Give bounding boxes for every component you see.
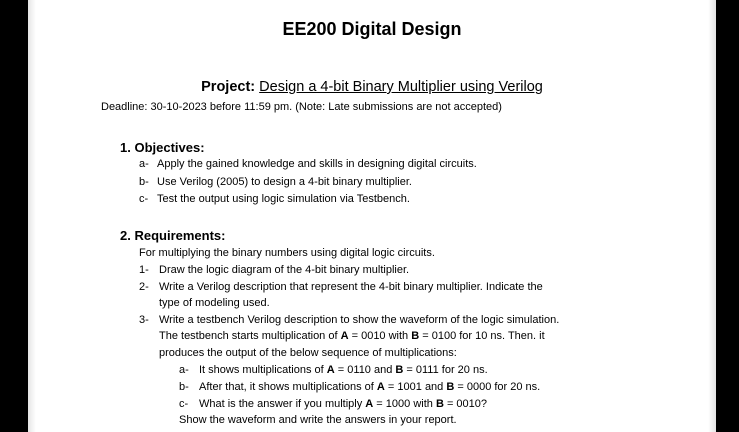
variable-b: B — [435, 398, 444, 410]
requirement-item — [139, 281, 543, 294]
item-text: Use Verilog (2005) to design a 4-bit binary multiplier. — [157, 176, 412, 188]
variable-a: A — [340, 330, 349, 342]
requirement-continuation: produces the output of the below sequence of multiplications: — [159, 347, 457, 359]
project-label: Project: — [201, 79, 256, 95]
requirement-item — [139, 264, 409, 277]
item-marker: c- — [179, 398, 189, 410]
item-text: Write a Verilog description that represent the 4-bit binary multiplier. Indicate the — [159, 281, 543, 293]
requirement-sub-item: a- It shows multiplications of A = 0110 and B = 0111 for 20 ns. — [179, 364, 488, 376]
variable-b: B — [411, 330, 420, 342]
page-edge-shadow-left — [28, 0, 36, 432]
item-marker: a- — [179, 364, 189, 376]
item-marker: 3- — [139, 314, 149, 326]
item-text: Write a testbench Verilog description to show the waveform of the logic simulation. — [159, 314, 560, 326]
requirements-intro: For multiplying the binary numbers using digital logic circuits. — [139, 247, 435, 259]
variable-b: B — [395, 364, 404, 376]
item-text: Test the output using logic simulation via Testbench. — [157, 193, 410, 205]
item-marker: 2- — [139, 281, 149, 293]
item-text: Draw the logic diagram of the 4-bit binary multiplier. — [159, 264, 410, 276]
requirement-sub-item: c- What is the answer if you multiply A = 1000 with B = 0010? — [179, 398, 488, 410]
item-text: Apply the gained knowledge and skills in designing digital circuits. — [157, 158, 477, 170]
item-marker: b- — [139, 176, 149, 188]
item-marker: b- — [179, 381, 189, 393]
document-page — [28, 0, 716, 432]
objective-item — [139, 176, 412, 189]
variable-a: A — [376, 381, 385, 393]
requirement-continuation: The testbench starts multiplication of A = 0010 with B = 0100 for 10 ns. Then. it — [159, 330, 545, 342]
requirements-closing: Show the waveform and write the answers in your report. — [179, 414, 457, 426]
item-marker: a- — [139, 158, 149, 170]
objective-item — [139, 158, 477, 171]
variable-b: B — [446, 381, 455, 393]
requirement-sub-item: b- After that, it shows multiplications of A = 1001 and B = 0000 for 20 ns. — [179, 381, 541, 393]
item-marker: 1- — [139, 264, 149, 276]
requirement-continuation: type of modeling used. — [159, 297, 270, 309]
objective-item — [139, 193, 410, 206]
deadline-text: Deadline: 30-10-2023 before 11:59 pm. (Note: Late submissions are not accepted) — [101, 101, 502, 113]
course-title: EE200 Digital Design — [282, 19, 462, 39]
requirements-heading: 2. Requirements: — [120, 228, 226, 243]
item-marker: c- — [139, 193, 149, 205]
objectives-heading: 1. Objectives: — [120, 140, 205, 155]
project-line — [28, 79, 716, 95]
project-title: Design a 4-bit Binary Multiplier using Verilog — [259, 79, 543, 95]
page-edge-shadow-right — [708, 0, 716, 432]
variable-a: A — [365, 398, 374, 410]
requirement-item — [139, 314, 559, 327]
variable-a: A — [326, 364, 335, 376]
